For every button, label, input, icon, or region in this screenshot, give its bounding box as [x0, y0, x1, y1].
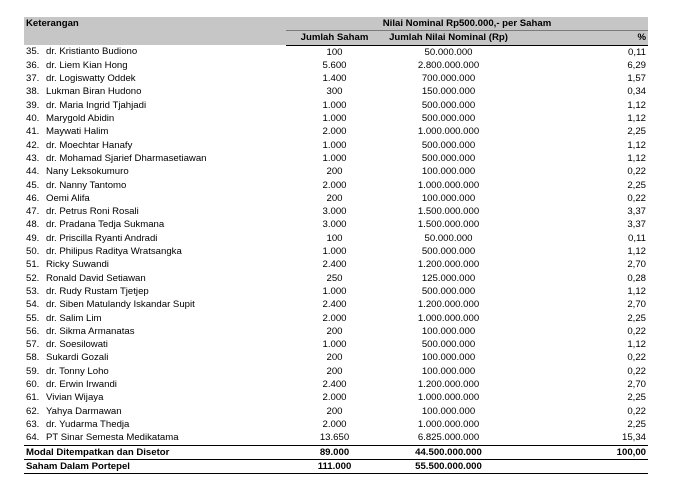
row-percent: 0,11	[628, 232, 646, 244]
row-number: 53.	[26, 285, 40, 297]
table-row	[24, 285, 648, 298]
row-percent: 1,12	[627, 246, 646, 258]
row-value: 500.000.000	[421, 139, 476, 151]
table-row	[24, 391, 648, 404]
row-name: dr. Pradana Tedja Sukmana	[46, 219, 165, 231]
row-number: 48.	[26, 219, 40, 231]
row-value: 1.000.000.000	[417, 392, 480, 404]
row-name: Sukardi Gozali	[46, 352, 109, 364]
row-number: 46.	[26, 192, 40, 204]
row-number: 44.	[26, 166, 40, 178]
table-row	[24, 431, 648, 445]
row-number: 59.	[26, 365, 40, 377]
row-percent: 3,37	[627, 206, 646, 218]
table-row	[24, 325, 648, 338]
row-number: 36.	[26, 59, 40, 71]
header-percent: %	[514, 31, 648, 45]
row-percent: 0,22	[627, 352, 646, 364]
row-name: dr. Moechtar Hanafy	[46, 139, 133, 151]
row-percent: 0,11	[628, 46, 646, 58]
table-row	[24, 378, 648, 391]
row-name: Lukman Biran Hudono	[46, 86, 142, 98]
row-shares: 2.000	[322, 392, 347, 404]
row-name: Oemi Alifa	[46, 192, 90, 204]
total-value: 44.500.000.000	[383, 445, 514, 459]
row-shares: 100	[326, 46, 343, 58]
row-number: 52.	[26, 272, 40, 284]
row-number: 38.	[26, 86, 40, 98]
total-row-portepel	[24, 459, 648, 473]
row-number: 35.	[26, 46, 40, 58]
row-shares: 1.000	[322, 99, 347, 111]
row-name: dr. Tonny Loho	[46, 365, 109, 377]
row-value: 6.825.000.000	[417, 432, 480, 444]
row-shares: 2.000	[322, 418, 347, 430]
table-row	[24, 139, 648, 152]
table-row	[24, 338, 648, 351]
header-jumlah-nilai: Jumlah Nilai Nominal (Rp)	[383, 31, 514, 45]
row-value: 100.000.000	[421, 325, 476, 337]
row-value: 700.000.000	[421, 73, 476, 85]
row-number: 41.	[26, 126, 40, 138]
table-row	[24, 365, 648, 378]
row-shares: 1.000	[322, 113, 347, 125]
row-shares: 200	[326, 192, 343, 204]
row-name: dr. Siben Matulandy Iskandar Supit	[46, 299, 195, 311]
total-percent: 100,00	[514, 445, 648, 459]
row-name: Nany Leksokumuro	[46, 166, 129, 178]
row-shares: 100	[326, 232, 343, 244]
row-value: 500.000.000	[421, 285, 476, 297]
row-value: 500.000.000	[421, 246, 476, 258]
row-value: 50.000.000	[424, 232, 473, 244]
row-name: dr. Philipus Raditya Wratsangka	[46, 246, 182, 258]
row-value: 1.500.000.000	[417, 219, 480, 231]
row-value: 1.000.000.000	[417, 312, 480, 324]
row-percent: 2,25	[627, 418, 646, 430]
header-keterangan: Keterangan	[24, 17, 286, 45]
row-shares: 13.650	[319, 432, 350, 444]
table-row	[24, 351, 648, 364]
portepel-label: Saham Dalam Portepel	[24, 459, 286, 473]
row-percent: 1,57	[627, 73, 646, 85]
row-name: dr. Mohamad Sjarief Dharmasetiawan	[46, 152, 207, 164]
row-name: Yahya Darmawan	[46, 405, 122, 417]
row-name: dr. Logiswatty Oddek	[46, 73, 136, 85]
table-row	[24, 312, 648, 325]
table-row	[24, 45, 648, 59]
row-name: dr. Petrus Roni Rosali	[46, 206, 139, 218]
row-name: Vivian Wijaya	[46, 392, 104, 404]
row-value: 1.200.000.000	[417, 259, 480, 271]
row-value: 2.800.000.000	[417, 59, 480, 71]
row-number: 45.	[26, 179, 40, 191]
row-shares: 3.000	[322, 206, 347, 218]
row-shares: 1.400	[322, 73, 347, 85]
row-number: 62.	[26, 405, 40, 417]
row-value: 1.500.000.000	[417, 206, 480, 218]
row-number: 58.	[26, 352, 40, 364]
table-row	[24, 405, 648, 418]
row-shares: 200	[326, 166, 343, 178]
table-row	[24, 245, 648, 258]
table-row	[24, 418, 648, 431]
row-shares: 200	[326, 365, 343, 377]
row-name: Maywati Halim	[46, 126, 109, 138]
row-number: 61.	[26, 392, 40, 404]
row-value: 100.000.000	[421, 192, 476, 204]
row-name: dr. Nanny Tantomo	[46, 179, 127, 191]
row-percent: 1,12	[627, 139, 646, 151]
row-value: 500.000.000	[421, 152, 476, 164]
row-percent: 1,12	[627, 99, 646, 111]
table-row	[24, 298, 648, 311]
table-row	[24, 258, 648, 271]
row-shares: 200	[326, 325, 343, 337]
row-name: dr. Liem Kian Hong	[46, 59, 128, 71]
row-number: 49.	[26, 232, 40, 244]
row-shares: 250	[326, 272, 343, 284]
header-jumlah-saham: Jumlah Saham	[286, 31, 383, 45]
row-name: dr. Soesilowati	[46, 339, 108, 351]
row-shares: 1.000	[322, 339, 347, 351]
row-value: 1.000.000.000	[417, 126, 480, 138]
row-number: 54.	[26, 299, 40, 311]
row-number: 57.	[26, 339, 40, 351]
row-name: dr. Rudy Rustam Tjetjep	[46, 285, 149, 297]
table-row	[24, 85, 648, 98]
row-number: 60.	[26, 379, 40, 391]
portepel-shares: 111.000	[286, 459, 383, 473]
row-name: dr. Kristianto Budiono	[46, 46, 138, 58]
row-shares: 300	[326, 86, 343, 98]
row-value: 150.000.000	[421, 86, 476, 98]
table-row	[24, 205, 648, 218]
row-number: 63.	[26, 418, 40, 430]
row-percent: 1,12	[627, 152, 646, 164]
table-row	[24, 272, 648, 285]
row-shares: 5.600	[322, 59, 347, 71]
row-shares: 1.000	[322, 152, 347, 164]
table-row	[24, 152, 648, 165]
row-value: 500.000.000	[421, 113, 476, 125]
row-name: dr. Yudarma Thedja	[46, 418, 130, 430]
table-row	[24, 125, 648, 138]
row-name: dr. Erwin Irwandi	[46, 379, 117, 391]
row-percent: 0,28	[627, 272, 646, 284]
row-value: 100.000.000	[421, 405, 476, 417]
row-number: 42.	[26, 139, 40, 151]
row-number: 51.	[26, 259, 40, 271]
row-percent: 3,37	[627, 219, 646, 231]
row-percent: 0,22	[627, 166, 646, 178]
row-shares: 2.400	[322, 299, 347, 311]
row-percent: 1,12	[627, 113, 646, 125]
row-name: Ronald David Setiawan	[46, 272, 146, 284]
total-shares: 89.000	[286, 445, 383, 459]
row-name: dr. Salim Lim	[46, 312, 102, 324]
table-row	[24, 179, 648, 192]
row-name: PT Sinar Semesta Medikatama	[46, 432, 179, 444]
row-shares: 2.000	[322, 312, 347, 324]
row-percent: 2,70	[627, 299, 646, 311]
row-percent: 1,12	[627, 285, 646, 297]
row-value: 125.000.000	[421, 272, 476, 284]
row-value: 1.000.000.000	[417, 418, 480, 430]
table-row	[24, 99, 648, 112]
shareholder-table-container	[24, 17, 648, 474]
row-name: Marygold Abidin	[46, 113, 115, 125]
row-number: 47.	[26, 206, 40, 218]
row-shares: 3.000	[322, 219, 347, 231]
row-shares: 1.000	[322, 285, 347, 297]
row-percent: 2,25	[627, 312, 646, 324]
row-percent: 1,12	[627, 339, 646, 351]
table-row	[24, 72, 648, 85]
table-row	[24, 165, 648, 178]
row-value: 100.000.000	[421, 166, 476, 178]
table-row	[24, 112, 648, 125]
row-percent: 0,22	[627, 365, 646, 377]
table-body	[24, 45, 648, 445]
row-value: 500.000.000	[421, 339, 476, 351]
table-row	[24, 232, 648, 245]
row-value: 100.000.000	[421, 365, 476, 377]
table-row	[24, 218, 648, 231]
row-shares: 2.000	[322, 126, 347, 138]
row-value: 500.000.000	[421, 99, 476, 111]
portepel-value: 55.500.000.000	[383, 459, 514, 473]
row-name: dr. Sikma Armanatas	[46, 325, 135, 337]
row-percent: 2,25	[627, 179, 646, 191]
row-value: 1.200.000.000	[417, 379, 480, 391]
row-value: 1.000.000.000	[417, 179, 480, 191]
row-percent: 2,70	[627, 379, 646, 391]
table-row	[24, 192, 648, 205]
shareholder-table	[24, 17, 648, 474]
total-label: Modal Ditempatkan dan Disetor	[24, 445, 286, 459]
row-number: 43.	[26, 152, 40, 164]
row-name: dr. Maria Ingrid Tjahjadi	[46, 99, 147, 111]
row-percent: 2,70	[627, 259, 646, 271]
row-shares: 200	[326, 405, 343, 417]
row-value: 100.000.000	[421, 352, 476, 364]
row-number: 64.	[26, 432, 40, 444]
row-number: 50.	[26, 246, 40, 258]
row-number: 40.	[26, 113, 40, 125]
row-name: Ricky Suwandi	[46, 259, 109, 271]
row-percent: 0,34	[627, 86, 646, 98]
row-value: 1.200.000.000	[417, 299, 480, 311]
row-percent: 2,25	[627, 392, 646, 404]
row-shares: 1.000	[322, 246, 347, 258]
row-number: 56.	[26, 325, 40, 337]
row-shares: 2.400	[322, 259, 347, 271]
row-shares: 200	[326, 352, 343, 364]
row-number: 37.	[26, 73, 40, 85]
row-percent: 15,34	[621, 432, 646, 444]
row-percent: 0,22	[627, 325, 646, 337]
portepel-percent	[514, 459, 648, 473]
header-nominal-group: Nilai Nominal Rp500.000,- per Saham	[286, 17, 648, 31]
total-row-modal	[24, 445, 648, 459]
row-name: dr. Priscilla Ryanti Andradi	[46, 232, 158, 244]
row-number: 39.	[26, 99, 40, 111]
row-value: 50.000.000	[424, 46, 473, 58]
row-shares: 1.000	[322, 139, 347, 151]
row-percent: 0,22	[627, 405, 646, 417]
row-percent: 0,22	[627, 192, 646, 204]
header-row-1	[24, 17, 648, 31]
row-shares: 2.000	[322, 179, 347, 191]
row-shares: 2.400	[322, 379, 347, 391]
row-percent: 6,29	[627, 59, 646, 71]
row-number: 55.	[26, 312, 40, 324]
table-row	[24, 59, 648, 72]
row-percent: 2,25	[627, 126, 646, 138]
